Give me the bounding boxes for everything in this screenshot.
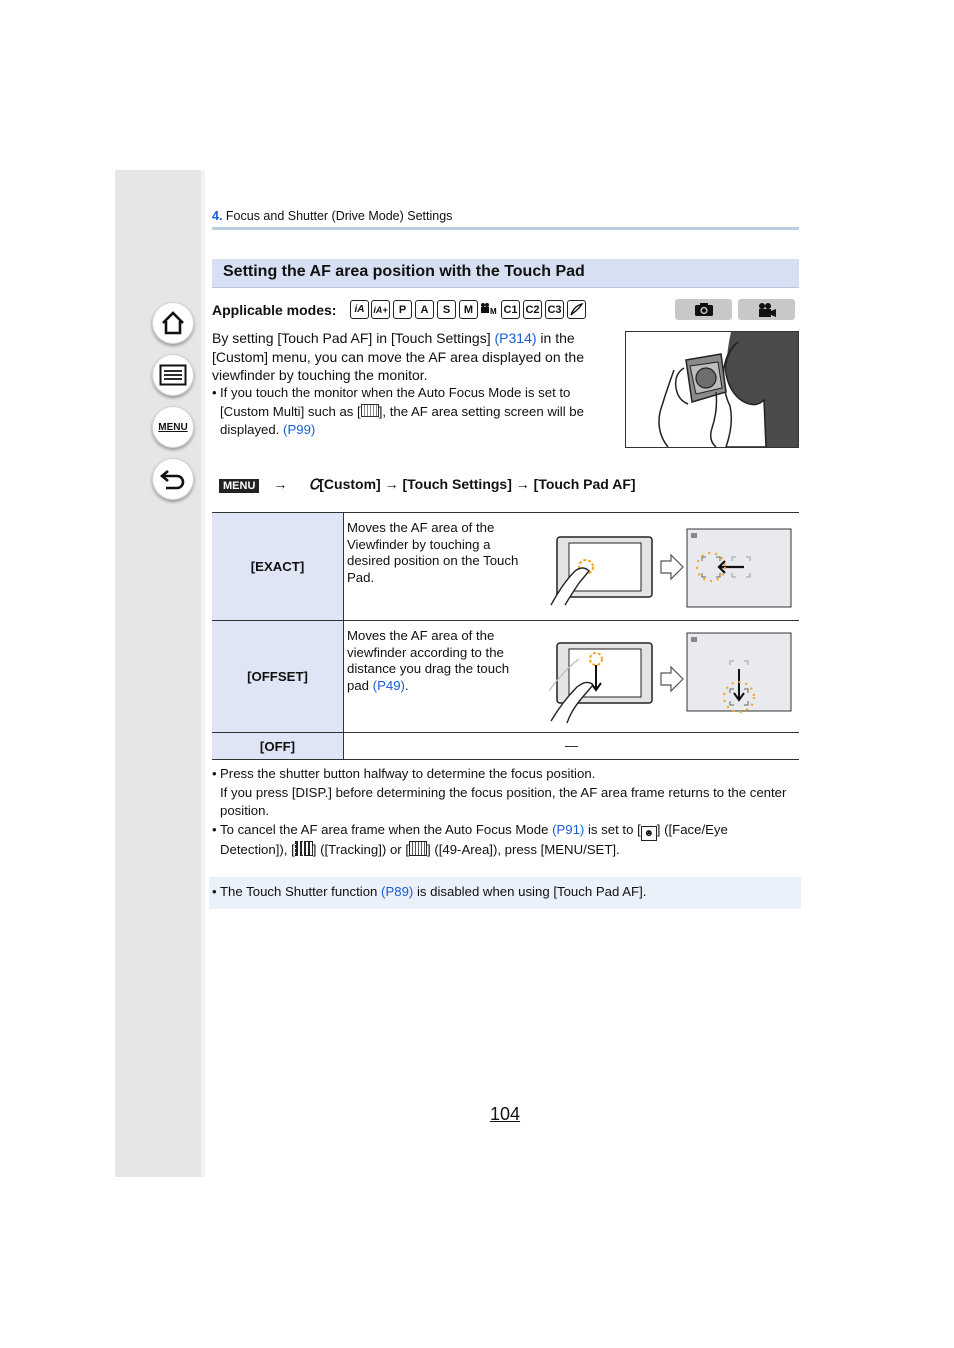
mode-m-icon: M (459, 300, 478, 319)
menu-button[interactable] (152, 406, 194, 448)
table-row (212, 621, 799, 733)
note-item (212, 765, 792, 821)
bullet-dot: • (212, 821, 217, 837)
bullet-text-2: ], the AF area setting screen will be displayed. (220, 403, 584, 437)
list-icon (159, 364, 187, 386)
face-detection-icon: ☻ (641, 826, 657, 841)
note-1-line-1: Press the shutter button halfway to determine the focus position. (220, 766, 596, 781)
header-rule (212, 227, 799, 230)
mode-a-icon: A (415, 300, 434, 319)
option-offset-name: [OFFSET] (212, 621, 344, 733)
chapter-title: Focus and Shutter (Drive Mode) Settings (225, 209, 453, 223)
option-off-desc: — (344, 733, 800, 760)
note-item (212, 821, 792, 860)
chapter-number: 4. (212, 209, 223, 223)
offset-desc-text: Moves the AF area of the viewfinder according to the distance you drag the touch pad (347, 628, 510, 693)
table-row (212, 513, 799, 621)
menu-badge: MENU (219, 479, 259, 493)
intro-paragraph (212, 329, 612, 385)
page-number: 104 (490, 1104, 521, 1124)
note-2-text-5: ] ([49-Area]), press [MENU/SET]. (427, 841, 620, 857)
svg-text:M: M (490, 307, 497, 316)
bullet-text-1: If you touch the monitor when the Auto Focus Mode is set to [Custom Multi] such as [ (220, 385, 571, 419)
note-1-line-2: If you press [DISP.] before determining the focus position, the AF area frame returns to the center position. (220, 784, 787, 818)
option-offset-desc (347, 628, 527, 694)
tip-box (209, 877, 801, 909)
intro-bullet (212, 384, 612, 440)
sidebar-edge (201, 170, 205, 1177)
menu-step-custom: [Custom] (319, 476, 381, 492)
custom-menu-icon: Ꮯ (309, 477, 320, 493)
intro-text-2: in the [Custom] menu, you can move the AF area displayed on the viewfinder by touching the monitor. (212, 330, 584, 383)
note-2-text-1: To cancel the AF area frame when the Auto Focus Mode (220, 821, 553, 837)
mode-creative-icon (567, 300, 586, 319)
custom-multi-icon (361, 404, 379, 417)
bullet-dot: • (212, 766, 217, 781)
option-exact-cell (344, 513, 800, 621)
contents-button[interactable] (152, 354, 194, 396)
mode-c2-icon: C2 (523, 300, 542, 319)
mode-s-icon: S (437, 300, 456, 319)
menu-step-touch-settings: [Touch Settings] (402, 476, 512, 492)
options-table (212, 512, 799, 760)
chapter-heading (212, 209, 452, 223)
applicable-modes-label: Applicable modes: (212, 302, 337, 318)
link-p91[interactable]: (P91) (552, 821, 585, 837)
camera-icon (694, 302, 714, 317)
tip-item (212, 883, 646, 902)
menu-arrow-3: → (515, 476, 530, 492)
bullet-dot: • (212, 884, 217, 899)
notes (212, 765, 792, 859)
tracking-icon (295, 841, 313, 856)
note-2-text-4: ] ([Tracking]) or [ (312, 841, 409, 857)
movie-mode-tab (738, 299, 795, 320)
menu-arrow-1: → (273, 476, 288, 492)
note-2-text-2: is set to [ (584, 821, 641, 837)
viewfinder-illustration (625, 331, 799, 448)
link-p314[interactable]: (P314) (494, 330, 537, 346)
offset-diagram (549, 631, 801, 726)
intro-text-1: By setting [Touch Pad AF] in [Touch Settings] (212, 330, 495, 346)
link-p99[interactable]: (P99) (283, 422, 316, 437)
tip-text-2: is disabled when using [Touch Pad AF]. (413, 884, 647, 899)
mode-c1-icon: C1 (501, 300, 520, 319)
menu-path (219, 476, 636, 493)
menu-label: MENU (158, 421, 188, 433)
49-area-icon (409, 841, 427, 856)
section-header (212, 259, 799, 288)
tip-text-1: The Touch Shutter function (220, 884, 382, 899)
option-off-name: [OFF] (212, 733, 344, 760)
mode-movie-m-icon (480, 300, 499, 319)
home-button[interactable] (152, 302, 194, 344)
mode-ia-plus-icon: iA+ (371, 300, 390, 319)
back-arrow-icon (159, 467, 187, 491)
menu-step-touch-pad-af: [Touch Pad AF] (533, 476, 636, 492)
option-exact-desc: Moves the AF area of the Viewfinder by touching a desired position on the Touch Pad. (347, 520, 519, 585)
section-title: Setting the AF area position with the Touch Pad (223, 263, 585, 280)
photo-mode-tab (675, 299, 732, 320)
movie-camera-icon (757, 302, 777, 318)
link-p89[interactable]: (P89) (381, 884, 414, 899)
exact-diagram (549, 523, 801, 608)
mode-p-icon: P (393, 300, 412, 319)
bullet-dot: • (212, 385, 217, 400)
option-offset-cell (344, 621, 800, 733)
mode-ia-icon: iA (350, 300, 369, 319)
home-icon (160, 310, 186, 336)
table-row (212, 733, 799, 760)
back-button[interactable] (152, 458, 194, 500)
mode-c3-icon: C3 (545, 300, 564, 319)
option-exact-name: [EXACT] (212, 513, 344, 621)
menu-arrow-2: → (384, 476, 399, 492)
offset-desc-end: . (404, 677, 409, 693)
note-2-text-3: ] ([Face/Eye Detection]), [ (220, 821, 728, 857)
link-p49[interactable]: (P49) (372, 677, 405, 693)
